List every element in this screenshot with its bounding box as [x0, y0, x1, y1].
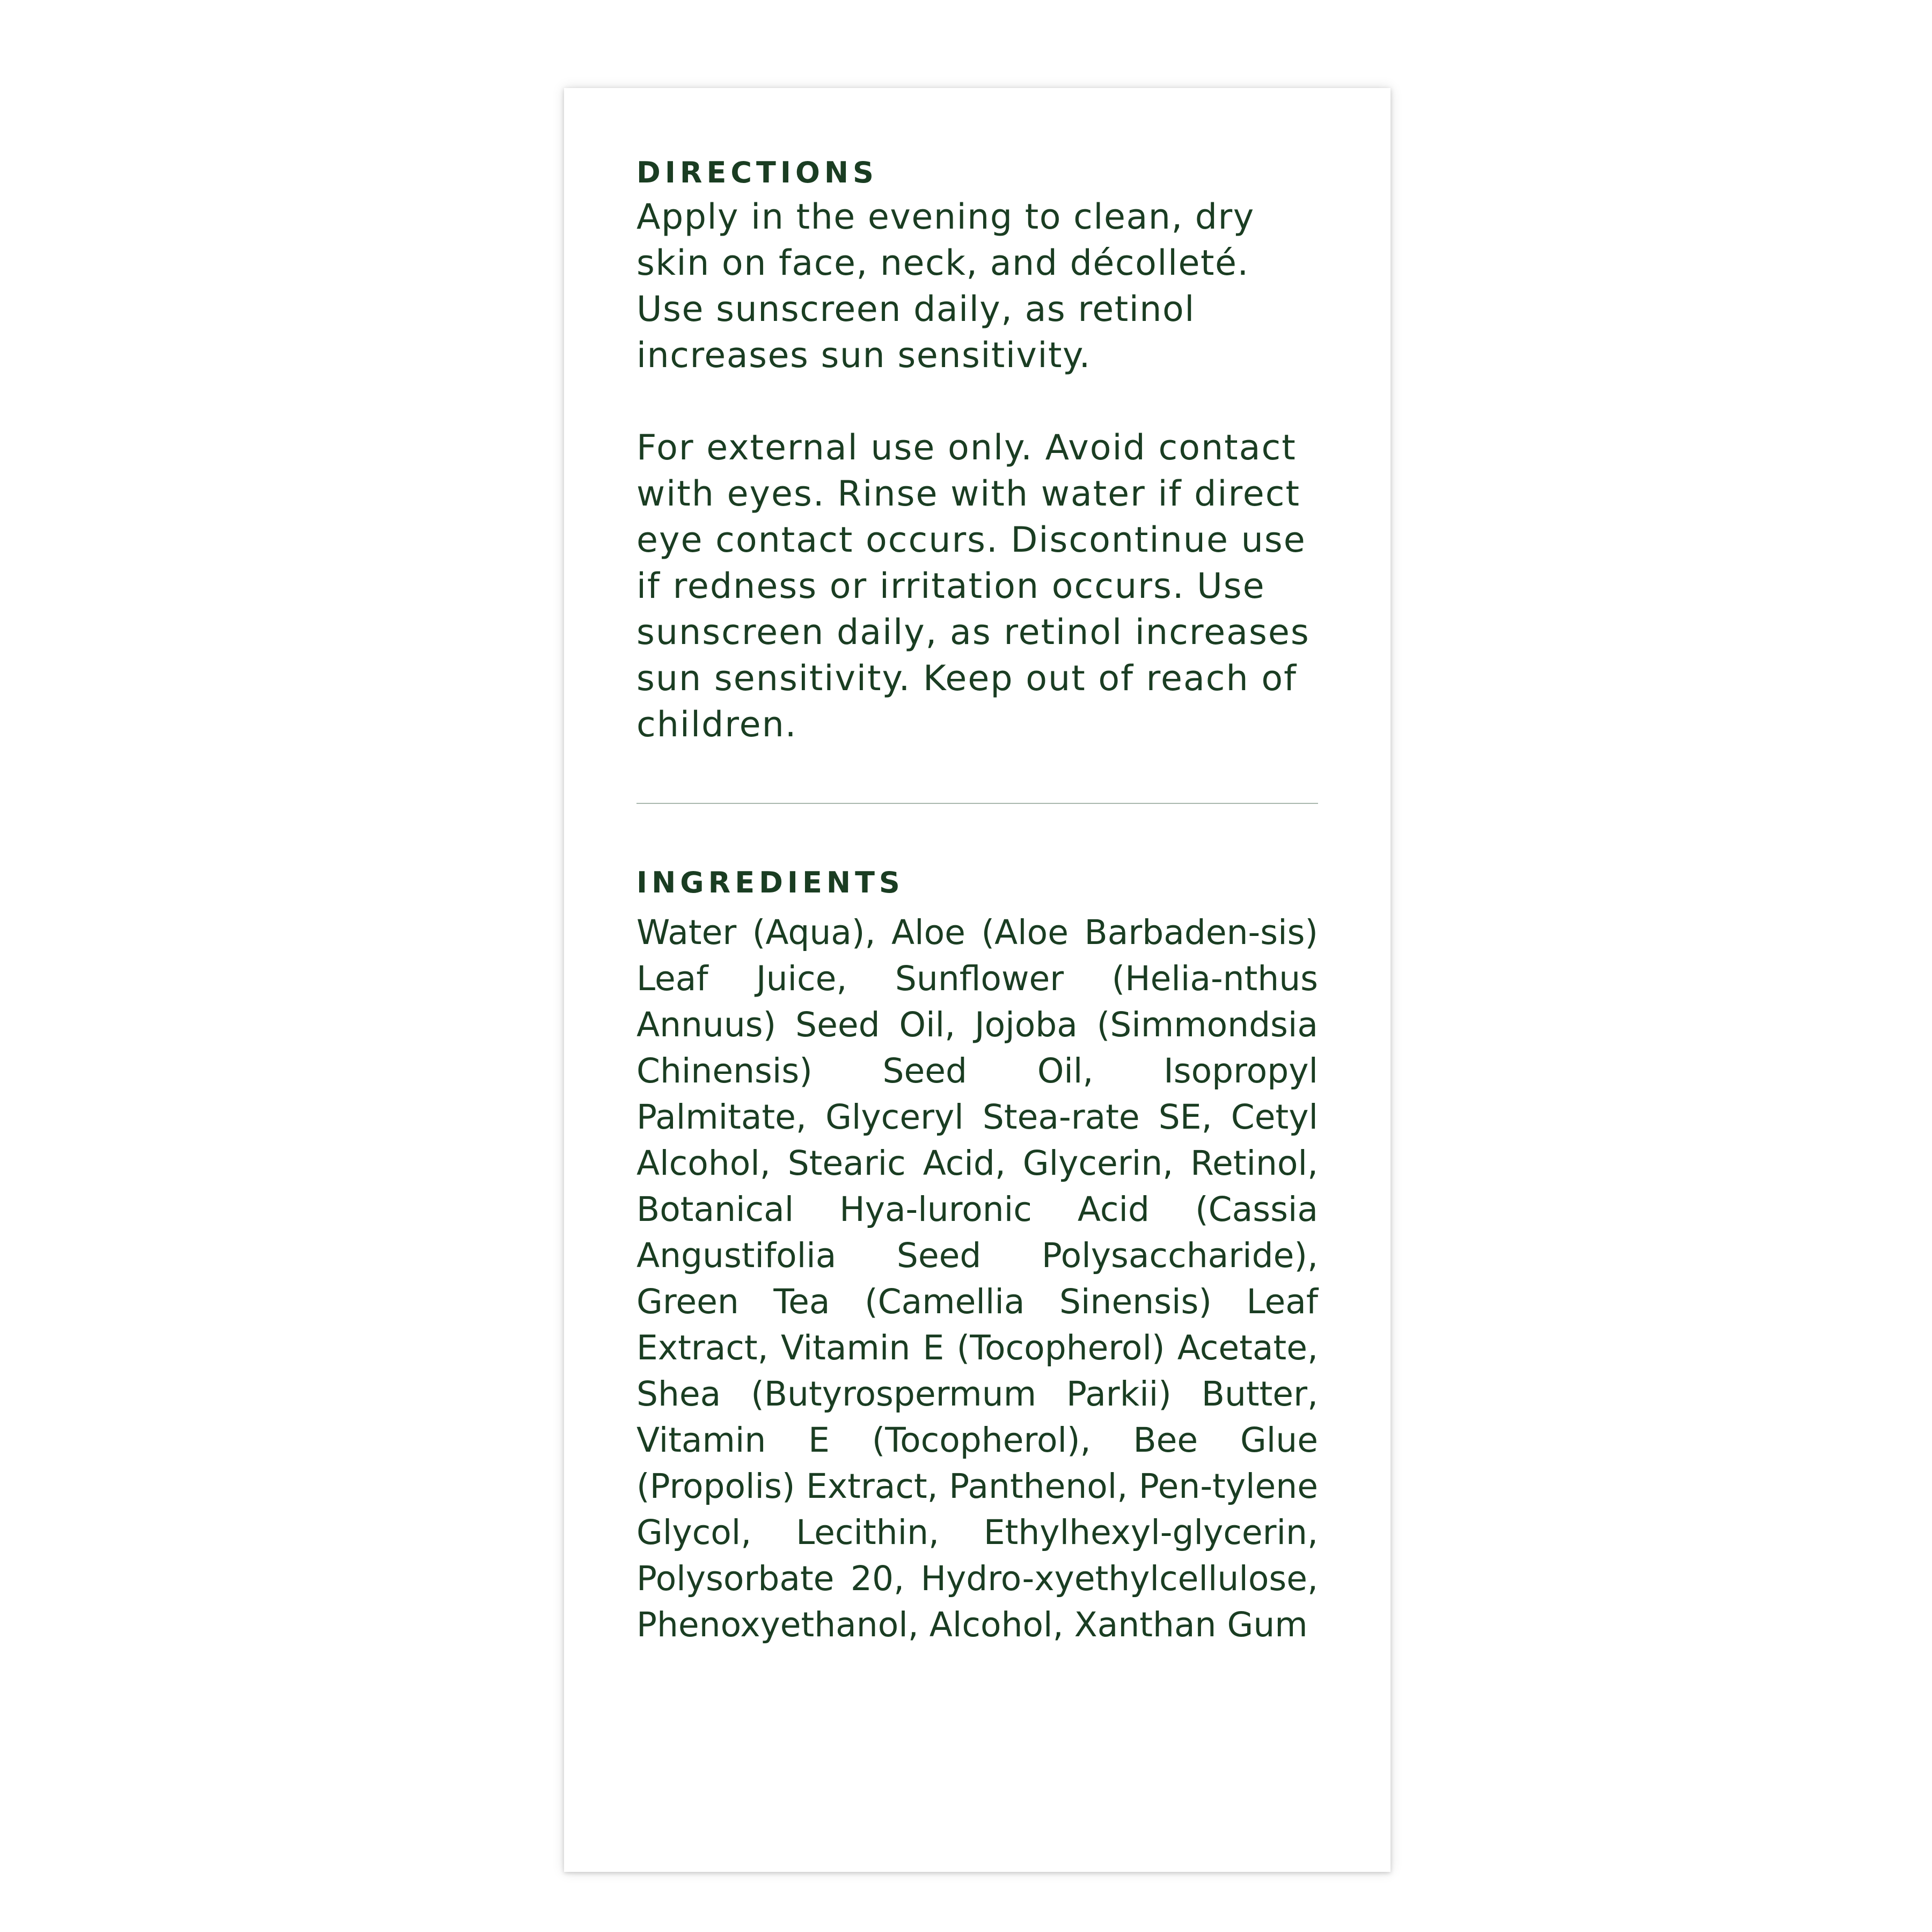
directions-text: Apply in the evening to clean, dry skin on face, neck, and décolleté. Use sunscreen daily, as retinol increases sun sensitivity.: [636, 197, 1255, 376]
directions-heading: DIRECTIONS: [636, 156, 878, 189]
product-label-panel: [564, 88, 1391, 1872]
warnings-text: For external use only. Avoid contact with eyes. Rinse with water if direct eye contact occurs. Discontinue use if redness or irritation occurs. Use sunscreen daily, as retinol increases sun sensitivity. Keep out of reach of children.: [636, 428, 1310, 745]
ingredients-text: Water (Aqua), Aloe (Aloe Barbaden-sis) Leaf Juice, Sunflower (Helia-nthus Annuus) Seed Oil, Jojoba (Simmondsia Chinensis) Seed Oil, Isopropyl Palmitate, Glyceryl Stea-rate SE, Cetyl Alcohol, Stearic Acid, Glycerin, Retinol, Botanical Hya-luronic Acid (Cassia Angustifolia Seed Polysaccharide), Green Tea (Camellia Sinensis) Leaf Extract, Vitamin E (Tocopherol) Acetate, Shea (Butyrospermum Parkii) Butter, Vitamin E (Tocopherol), Bee Glue (Propolis) Extract, Panthenol, Pen-tylene Glycol, Lecithin, Ethylhexyl-glycerin, Polysorbate 20, Hydro-xyethylcellulose, Phenoxyethanol, Alcohol, Xanthan Gum: [636, 913, 1318, 1644]
section-divider: [636, 803, 1318, 804]
ingredients-heading: INGREDIENTS: [636, 866, 904, 899]
